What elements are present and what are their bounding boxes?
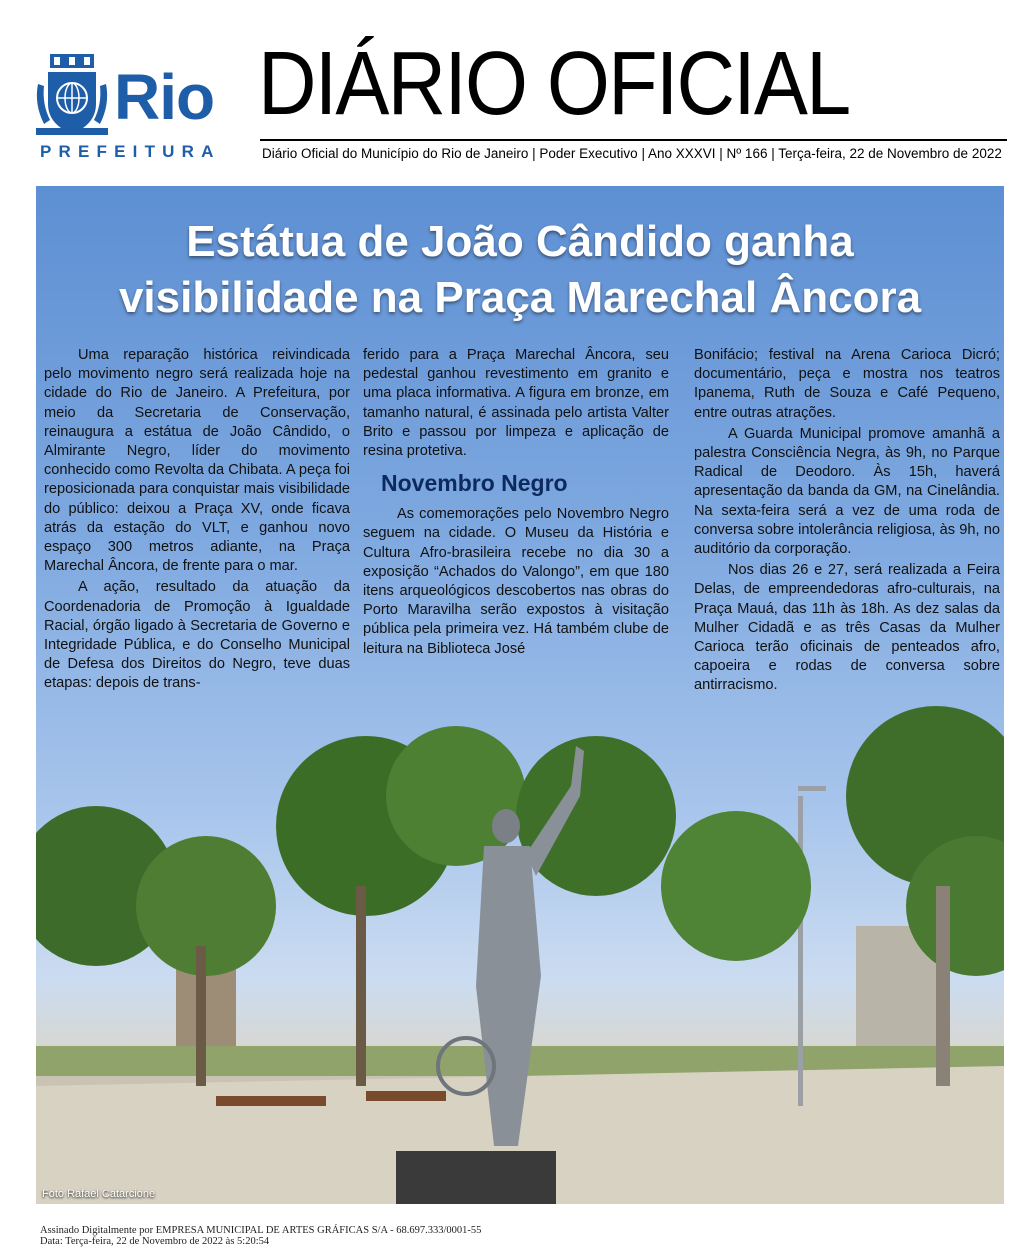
text-column-2 — [363, 346, 669, 661]
text-column-3 — [694, 346, 1000, 698]
masthead — [0, 0, 1025, 180]
prefeitura-logo — [34, 54, 244, 164]
publication-title: DIÁRIO OFICIAL — [258, 34, 850, 134]
paragraph: A ação, resultado da atuação da Coordenadoria de Promoção à Igualdade Racial, órgão ligado à Secretaria de Governo e Integridade Pública, e do Conselho Municipal de Defesa dos Direitos do Negro, teve duas etapas: depois de trans- — [44, 579, 350, 692]
paragraph: As comemorações pelo Novembro Negro seguem na cidade. O Museu da História e Cultura Afro-brasileira recebe no dia 30 a exposição “Achados do Valongo”, em que 180 itens arqueológicos descobertos nas obras do Porto Maravilha serão expostos à visitação pública pela primeira vez. Há também clube de leitura na Biblioteca José — [363, 506, 669, 657]
paragraph: Uma reparação histórica reivindicada pelo movimento negro será realizada hoje na cidade do Rio de Janeiro. A Prefeitura, por meio da Secretaria de Conservação, reinaugura a estátua de João Cândido, o Almirante Negro, líder do movimento conhecido como Revolta da Chibata. A peça foi reposicionada para conquistar mais visibilidade do público: deixou a Praça XV, onde ficava atrás da estação do VLT, e ganhou novo espaço 300 metros adiante, na Praça Marechal Âncora, de frente para o mar. — [44, 347, 350, 575]
section-subheading: Novembro Negro — [381, 470, 568, 497]
headline-line-1: Estátua de João Cândido ganha — [186, 217, 854, 266]
signature-date: Data: Terça-feira, 22 de Novembro de 2022 às 5:20:54 — [40, 1236, 270, 1247]
city-crest-icon — [34, 54, 110, 140]
logo-word: Rio — [114, 61, 215, 133]
feature-article — [36, 186, 1004, 1204]
edition-info: Diário Oficial do Município do Rio de Janeiro | Poder Executivo | Ano XXXVI | Nº 166 | Terça-feira, 22 de Novembro de 2022 — [262, 146, 1002, 161]
article-headline — [36, 214, 1004, 326]
paragraph: A Guarda Municipal promove amanhã a palestra Consciência Negra, às 9h, no Parque Radical de Deodoro. Às 15h, haverá apresentação da banda da GM, na Cinelândia. Na sexta-feira será a vez de uma roda de conversa sobre intolerância religiosa, às 9h, no auditório da corporação. — [694, 425, 1000, 558]
signature-footer — [40, 1225, 481, 1247]
logo-subtitle: PREFEITURA — [40, 142, 221, 161]
signature-line: Assinado Digitalmente por EMPRESA MUNICIPAL DE ARTES GRÁFICAS S/A - 68.697.333/0001-55 — [40, 1225, 482, 1236]
paragraph: ferido para a Praça Marechal Âncora, seu pedestal ganhou revestimento em granito e uma placa informativa. A figura em bronze, em tamanho natural, é assinada pelo artista Valter Brito e passou por limpeza e aplicação de resina protetiva. — [363, 347, 669, 460]
headline-line-2: visibilidade na Praça Marechal Âncora — [118, 273, 922, 322]
text-column-1 — [44, 346, 350, 696]
photo-credit: Foto Rafael Catarcione — [42, 1188, 156, 1200]
paragraph: Bonifácio; festival na Arena Carioca Dicró; documentário, peça e mostra nos teatros Ipanema, Ruth de Souza e Café Pequeno, entre outras atrações. — [694, 347, 1000, 421]
masthead-divider — [260, 139, 1007, 141]
paragraph: Nos dias 26 e 27, será realizada a Feira Delas, de empreendedoras afro-culturais, na Praça Mauá, das 11h às 18h. As dez salas da Mulher Cidadã e as três Casas da Mulher Carioca terão oficinais de penteados afro, capoeira e rodas de conversa sobre antirracismo. — [694, 562, 1000, 694]
